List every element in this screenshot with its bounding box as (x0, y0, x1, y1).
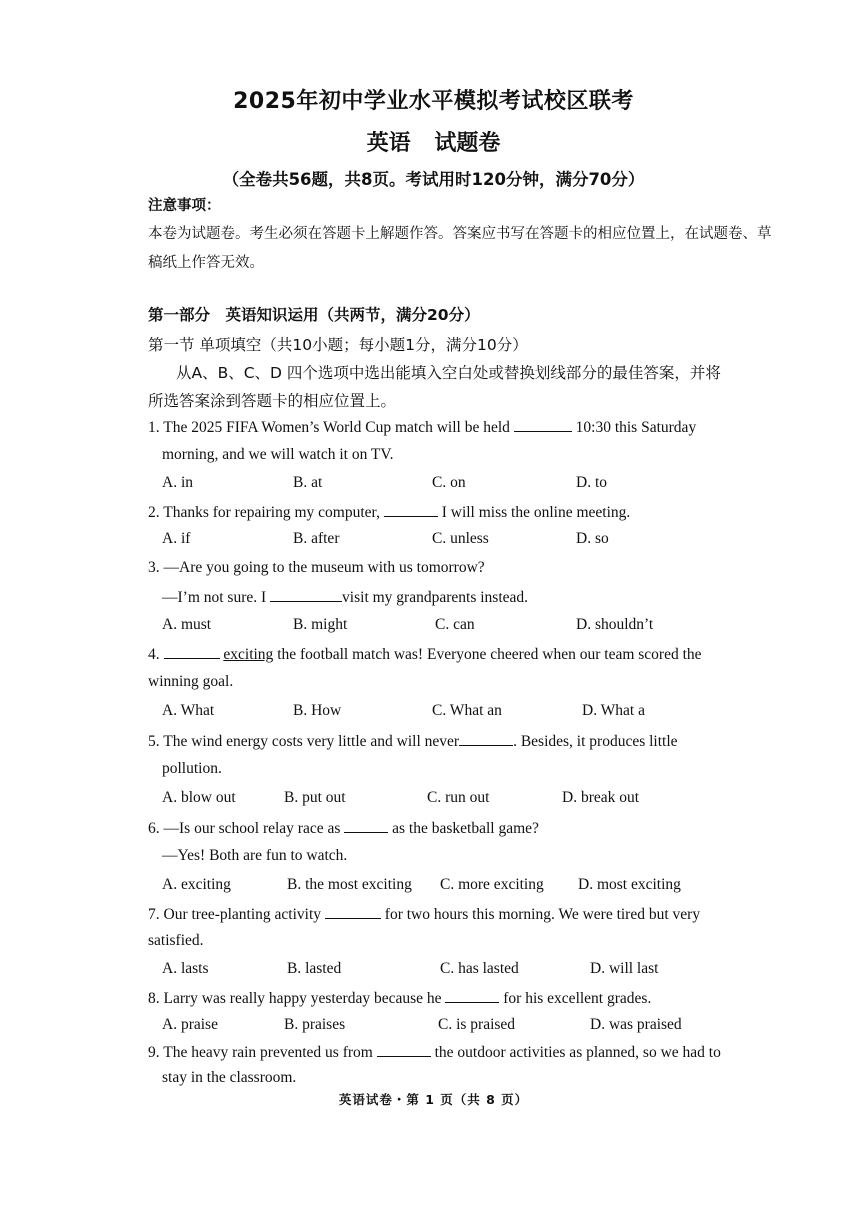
question-6: 6. —Is our school relay race as as the basketball game? (148, 820, 539, 837)
page-footer: 英语试卷・第 1 页（共 8 页） (338, 1092, 529, 1107)
question-1: 1. The 2025 FIFA Women’s World Cup match will be held 10:30 this Saturday (148, 419, 697, 436)
subject-label: 英语 (366, 131, 411, 156)
q8-option-a: A. praise (162, 1016, 218, 1033)
q1-option-d: D. to (576, 474, 607, 491)
q2-option-a: A. if (162, 530, 191, 547)
q1-option-b: B. at (293, 474, 323, 491)
question-9: 9. The heavy rain prevented us from the outdoor activities as planned, so we had to (148, 1044, 721, 1061)
q7-option-c: C. has lasted (440, 960, 519, 977)
underlined-word: exciting (223, 646, 274, 663)
paper-type-label: 试题卷 (434, 131, 501, 156)
q3-option-c: C. can (435, 616, 475, 633)
question-3: 3. —Are you going to the museum with us tomorrow? (148, 559, 485, 576)
q7-option-d: D. will last (590, 960, 659, 977)
question-6-cont: —Yes! Both are fun to watch. (162, 847, 348, 864)
notice-line-1: 本卷为试题卷。考生必须在答题卡上解题作答。答案应书写在答题卡的相应位置上，在试题卷、草 (148, 226, 772, 242)
q8-option-c: C. is praised (438, 1016, 516, 1033)
question-9-cont: stay in the classroom. (162, 1069, 297, 1086)
q5-option-a: A. blow out (162, 789, 236, 806)
notice-line-2: 稿纸上作答无效。 (148, 255, 264, 271)
notice-heading: 注意事项： (148, 198, 221, 214)
answer-blank (377, 1042, 431, 1057)
answer-blank (344, 818, 388, 833)
q1-option-c: C. on (432, 474, 466, 491)
q6-option-a: A. exciting (162, 876, 231, 893)
question-2: 2. Thanks for repairing my computer, I will miss the online meeting. (148, 504, 631, 521)
q5-option-c: C. run out (427, 789, 490, 806)
q2-option-b: B. after (293, 530, 340, 547)
question-8: 8. Larry was really happy yesterday because he for his excellent grades. (148, 990, 652, 1007)
q6-option-c: C. more exciting (440, 876, 544, 893)
q4-option-a: A. What (162, 702, 215, 719)
q1-option-a: A. in (162, 474, 193, 491)
answer-blank (325, 904, 381, 919)
q2-option-c: C. unless (432, 530, 489, 547)
question-4-cont: winning goal. (148, 673, 234, 690)
answer-blank (270, 587, 342, 602)
subject-heading (0, 126, 867, 157)
q7-option-a: A. lasts (162, 960, 209, 977)
question-7: 7. Our tree-planting activity for two hours this morning. We were tired but very (148, 906, 701, 923)
q2-option-d: D. so (576, 530, 609, 547)
q3-option-b: B. might (293, 616, 348, 633)
q5-option-b: B. put out (284, 789, 346, 806)
answer-blank (445, 988, 499, 1003)
q3-option-a: A. must (162, 616, 212, 633)
q6-option-d: D. most exciting (578, 876, 681, 893)
exam-info: （全卷共56题，共8页。考试用时120分钟，满分70分） (222, 170, 645, 189)
answer-blank (459, 731, 513, 746)
answer-blank (164, 644, 220, 659)
q4-option-b: B. How (293, 702, 342, 719)
question-3-cont: —I’m not sure. I visit my grandparents instead. (162, 589, 529, 606)
answer-blank (514, 417, 572, 432)
part1-heading: 第一部分 英语知识运用（共两节，满分20分） (148, 306, 480, 324)
question-4: 4. exciting the football match was! Everyone cheered when our team scored the (148, 646, 702, 663)
section1-heading: 第一节 单项填空（共10小题；每小题1分，满分10分） (148, 336, 528, 354)
q7-option-b: B. lasted (287, 960, 342, 977)
q3-option-d: D. shouldn’t (576, 616, 654, 633)
q5-option-d: D. break out (562, 789, 640, 806)
question-5-cont: pollution. (162, 760, 222, 777)
exam-title: 2025年初中学业水平模拟考试校区联考 (233, 89, 634, 114)
question-7-cont: satisfied. (148, 932, 204, 949)
instruction-line-2: 所选答案涂到答题卡的相应位置上。 (148, 392, 397, 410)
instruction-line-1: 从A、B、C、D 四个选项中选出能填入空白处或替换划线部分的最佳答案，并将 (176, 364, 721, 382)
q4-option-d: D. What a (582, 702, 645, 719)
q8-option-d: D. was praised (590, 1016, 682, 1033)
question-5: 5. The wind energy costs very little and will never . Besides, it produces little (148, 733, 678, 750)
q8-option-b: B. praises (284, 1016, 346, 1033)
question-1-cont: morning, and we will watch it on TV. (162, 446, 394, 463)
answer-blank (384, 502, 438, 517)
q4-option-c: C. What an (432, 702, 502, 719)
q6-option-b: B. the most exciting (287, 876, 412, 893)
